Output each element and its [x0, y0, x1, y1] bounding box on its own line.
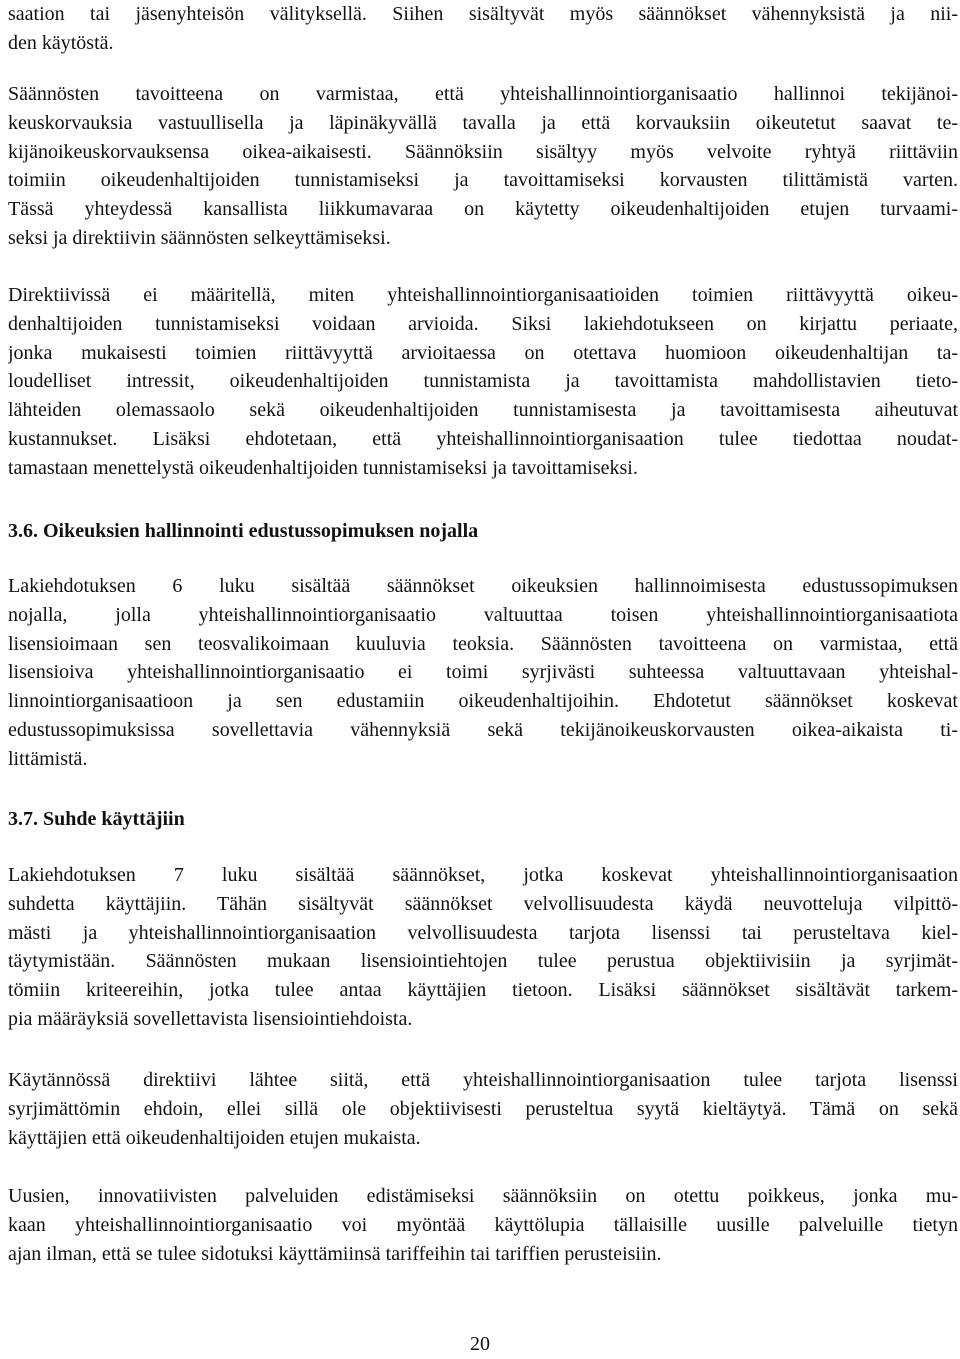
text-line: linnointiorganisaatioon ja sen edustamiin oikeudenhaltijoihin. Ehdotetut säännökset koskevat [8, 690, 958, 713]
text-line: Säännösten tavoitteena on varmistaa, että yhteishallinnointiorganisaatio hallinnoi tekijänoi- [8, 83, 958, 105]
text-line: keuskorvauksia vastuullisella ja läpinäkyvällä tavalla ja että korvauksiin oikeutetut saavat te- [8, 111, 958, 134]
text-line: lisensioiva yhteishallinnointiorganisaatio ei toimi syrjivästi suhteessa valtuuttavaan yhteishal- [8, 661, 958, 684]
text-line: denhaltijoiden tunnistamiseksi voidaan arvioida. Siksi lakiehdotukseen on kirjattu periaate, [8, 312, 958, 335]
text-line: lähteiden olemassaolo sekä oikeudenhaltijoiden tunnistamisesta ja tavoittamisesta aiheutuvat [8, 399, 958, 422]
text-line: Direktiivissä ei määritellä, miten yhteishallinnointiorganisaatioiden toimien riittävyyttä oikeu- [8, 284, 958, 306]
text-line: Lakiehdotuksen 6 luku sisältää säännökset oikeuksien hallinnoimisesta edustussopimuksen [8, 575, 958, 597]
paragraph-4 [8, 572, 958, 774]
paragraph-1 [8, 0, 958, 58]
page-number: 20 [470, 1333, 490, 1355]
text-line: syrjimättömin ehdoin, ellei sillä ole objektiivisesti perusteltua syytä kieltäytyä. Tämä on sekä [8, 1097, 958, 1120]
text-line: kijänoikeuskorvauksensa oikea-aikaisesti. Säännöksiin sisältyy myös velvoite ryhtyä riittäviin [8, 140, 958, 163]
text-line: nojalla, jolla yhteishallinnointiorganisaatio valtuuttaa toisen yhteishallinnointiorganisaatiota [8, 603, 958, 626]
paragraph-3 [8, 281, 958, 483]
paragraph-5 [8, 861, 958, 1034]
text-line: toimiin oikeudenhaltijoiden tunnistamiseksi ja tavoittamiseksi korvausten tilittämistä varten. [8, 169, 958, 192]
text-line: täytymistään. Säännösten mukaan lisensiointiehtojen tulee perustua objektiivisiin ja syrjimät- [8, 950, 958, 973]
text-line: jonka mukaisesti toimien riittävyyttä arvioitaessa on otettava huomioon oikeudenhaltijan ta- [8, 341, 958, 364]
text-line: Uusien, innovatiivisten palveluiden edistämiseksi säännöksiin on otettu poikkeus, jonka mu- [8, 1185, 958, 1207]
text-line: seksi ja direktiivin säännösten selkeyttämiseksi. [8, 226, 391, 249]
text-line: ajan ilman, että se tulee sidotuksi käyttämiinsä tariffeihin tai tariffien perusteisiin. [8, 1242, 662, 1265]
text-line: mästi ja yhteishallinnointiorganisaation velvollisuudesta tarjota lisenssi tai perusteltava kiel- [8, 921, 958, 944]
text-line: den käytöstä. [8, 31, 114, 54]
text-line: suhdetta käyttäjiin. Tähän sisältyvät säännökset velvollisuudesta käydä neuvotteluja vilpittö- [8, 892, 958, 915]
text-line: käyttäjien että oikeudenhaltijoiden etujen mukaista. [8, 1126, 421, 1149]
section-heading-3-6: 3.6. Oikeuksien hallinnointi edustussopimuksen nojalla [8, 520, 479, 542]
text-line: Tässä yhteydessä kansallista liikkumavaraa on käytetty oikeudenhaltijoiden etujen turvaami- [8, 198, 958, 221]
text-line: pia määräyksiä sovellettavista lisensiointiehdoista. [8, 1007, 413, 1030]
paragraph-2 [8, 80, 958, 253]
text-line: tömiin kriteereihin, jotka tulee antaa käyttäjien tietoon. Lisäksi säännökset sisältävät tarkem- [8, 979, 958, 1002]
text-line: lisensioimaan sen teosvalikoimaan kuuluvia teoksia. Säännösten tavoitteena on varmistaa, että [8, 632, 958, 655]
section-heading-3-7: 3.7. Suhde käyttäjiin [8, 808, 185, 830]
paragraph-7 [8, 1182, 958, 1268]
text-line: Lakiehdotuksen 7 luku sisältää säännökset, jotka koskevat yhteishallinnointiorganisaation [8, 864, 958, 886]
text-line: edustussopimuksissa sovellettavia vähennyksiä sekä tekijänoikeuskorvausten oikea-aikaista ti- [8, 718, 958, 741]
text-line: loudelliset intressit, oikeudenhaltijoiden tunnistamista ja tavoittamista mahdollistavien tieto- [8, 370, 958, 393]
paragraph-6 [8, 1066, 958, 1152]
text-line: tamastaan menettelystä oikeudenhaltijoiden tunnistamiseksi ja tavoittamiseksi. [8, 456, 638, 479]
text-line: kaan yhteishallinnointiorganisaatio voi myöntää käyttölupia tällaisille uusille palveluille tietyn [8, 1213, 958, 1236]
text-line: Käytännössä direktiivi lähtee siitä, että yhteishallinnointiorganisaation tulee tarjota lisenssi [8, 1069, 958, 1091]
text-line: littämistä. [8, 747, 88, 770]
text-line: saation tai jäsenyhteisön välityksellä. Siihen sisältyvät myös säännökset vähennyksistä ja nii- [8, 3, 958, 25]
text-line: kustannukset. Lisäksi ehdotetaan, että yhteishallinnointiorganisaation tulee tiedottaa noudat- [8, 427, 958, 450]
